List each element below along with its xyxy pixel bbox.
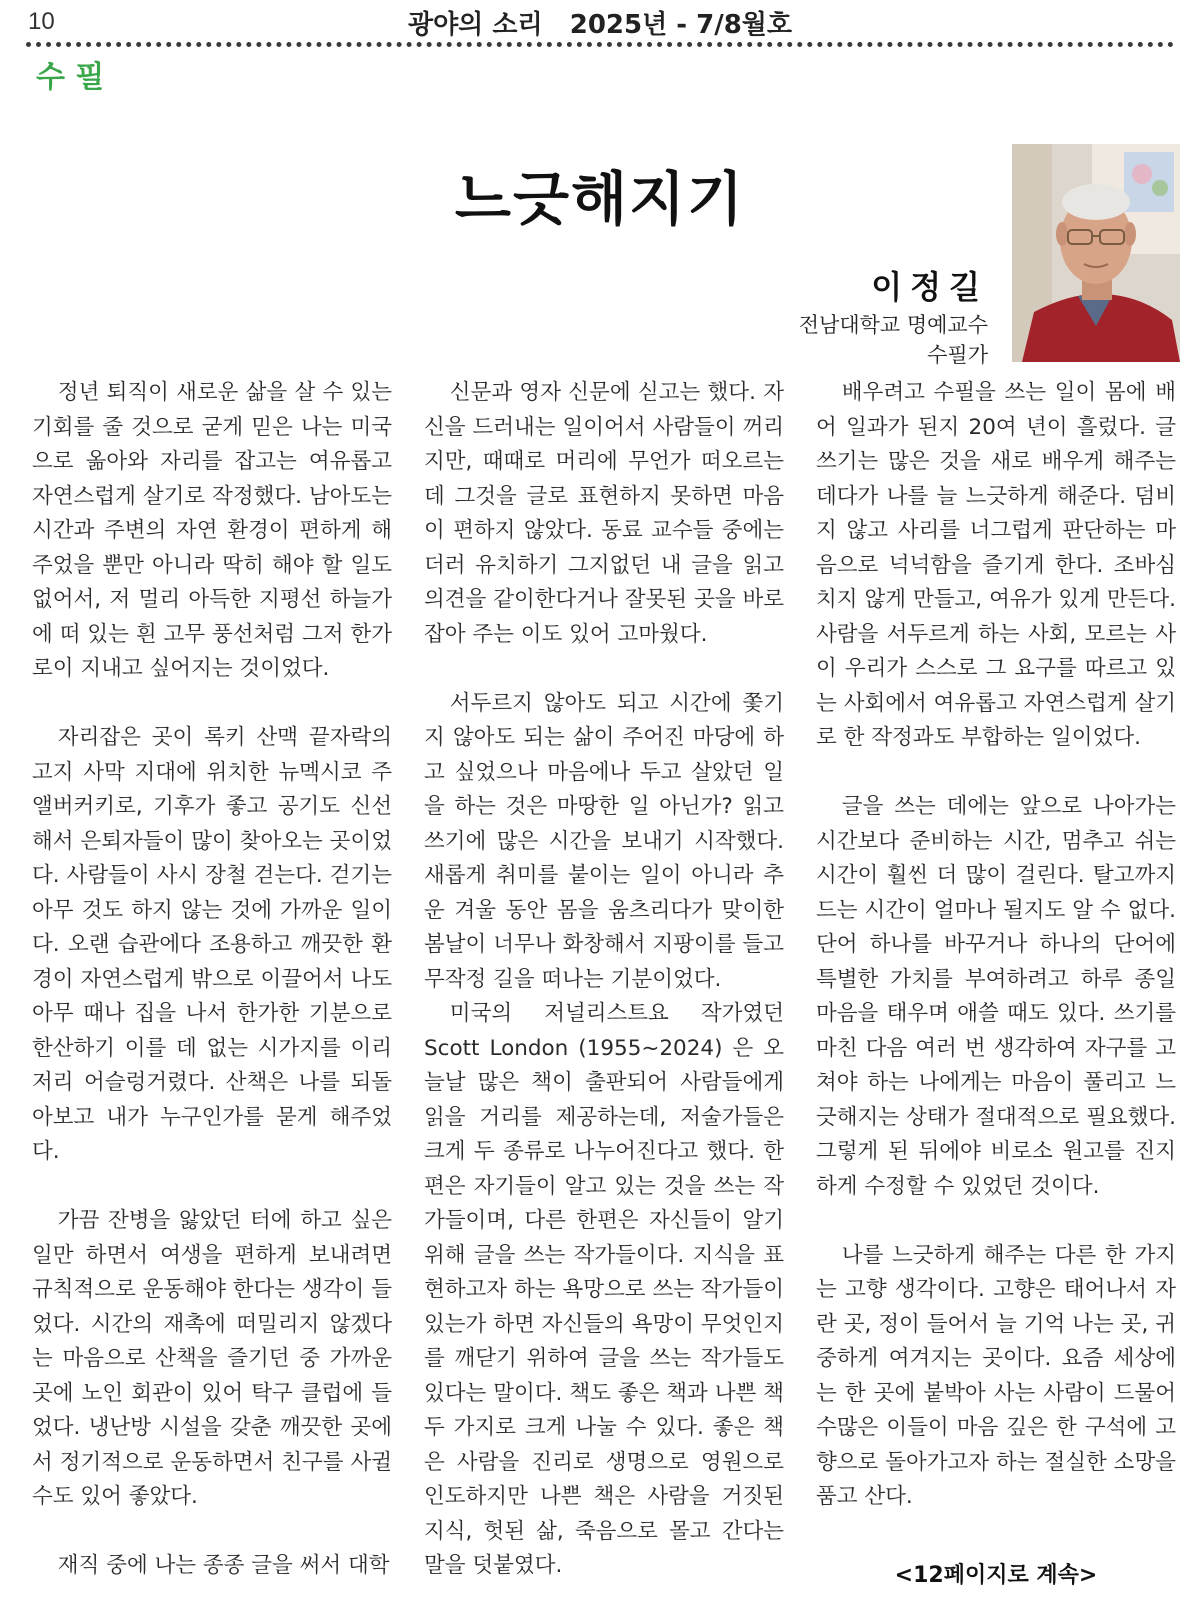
paragraph: 배우려고 수필을 쓰는 일이 몸에 배어 일과가 된지 20여 년이 흘렀다. 글쓰기는 많은 것을 새로 배우게 해주는 데다가 나를 늘 느긋하게 해준다. 덤비지 않고 사리를 너그럽게 판단하는 마음으로 넉넉함을 즐기게 한다. 조바심 치지 않게 만들고, 여유가 있게 만든다. 사람을 서두르게 하는 사회, 모르는 사이 우리가 스스로 그 요구를 따르고 있는 사회에서 여유롭고 자연스럽게 살기로 한 작정과도 부합하는 일이었다. [816, 380, 1176, 750]
article-column-1 [32, 376, 392, 1584]
author-photo [1012, 144, 1180, 362]
paragraph: 미국의 저널리스트요 작가였던 Scott London (1955~2024) 은 오늘날 많은 책이 출판되어 사람들에게 읽을 거리를 제공하는데, 저술가들은 크게 두 종류로 나누어진다고 했다. 한편은 자기들이 알고 있는 것을 쓰는 작가들이며, 다른 한편은 자신들이 알기 위해 글을 쓰는 작가들이다. 지식을 표현하고자 하는 욕망으로 쓰는 작가들이 있는가 하면 자신들의 욕망이 무엇인지를 깨닫기 위하여 글을 쓰는 작가들도 있다는 말이다. 책도 좋은 책과 나쁜 책 두 가지로 크게 나눌 수 있다. 좋은 책은 사람을 진리로 생명으로 영원으로 인도하지만 나쁜 책은 사람을 거짓된 지식, 헛된 삶, 죽음으로 몰고 간다는 말을 덧붙였다. [424, 1001, 784, 1578]
section-label: 수 필 [36, 60, 105, 95]
paragraph: 서두르지 않아도 되고 시간에 쫓기지 않아도 되는 삶이 주어진 마당에 하고 싶었으나 마음에나 두고 살았던 일을 하는 것은 마땅한 일 아닌가? 읽고 쓰기에 많은 시간을 보내기 시작했다. 새롭게 취미를 붙이는 일이 아니라 추운 겨울 동안 몸을 움츠리다가 맞이한 봄날이 너무나 화창해서 지팡이를 들고 무작정 길을 떠나는 기분이었다. [424, 690, 784, 992]
page-number: 10 [28, 8, 55, 35]
author-name: 이정길 [871, 268, 988, 306]
author-role: 수필가 [927, 343, 988, 367]
paragraph: 재직 중에 나는 종종 글을 써서 대학 [57, 1553, 390, 1578]
continued-notice[interactable]: <12페이지로 계속> [894, 1563, 1098, 1588]
paragraph: 나를 느긋하게 해주는 다른 한 가지는 고향 생각이다. 고향은 태어나서 자란 곳, 정이 들어서 늘 기억 나는 곳, 귀중하게 여겨지는 곳이다. 요즘 세상에는 한 곳에 붙박아 사는 사람이 드물어 수많은 이들이 마음 깊은 한 구석에 고향으로 돌아가고자 하는 절실한 소망을 품고 산다. [816, 1242, 1176, 1509]
article-title: 느긋해지기 [454, 165, 746, 233]
author-affiliation: 전남대학교 명예교수 [798, 313, 988, 337]
paragraph: 가끔 잔병을 앓았던 터에 하고 싶은 일만 하면서 여생을 편하게 보내려면 규칙적으로 운동해야 한다는 생각이 들었다. 시간의 재촉에 떠밀리지 않겠다는 마음으로 산책을 즐기던 중 가까운 곳에 노인 회관이 있어 탁구 클럽에 들었다. 냉난방 시설을 갖춘 깨끗한 곳에서 정기적으로 운동하면서 친구를 사귈 수도 있어 좋았다. [32, 1208, 392, 1509]
paragraph: 자리잡은 곳이 록키 산맥 끝자락의 고지 사막 지대에 위치한 뉴멕시코 주 앨버커키로, 기후가 좋고 공기도 신선해서 은퇴자들이 많이 찾아오는 곳이었다. 사람들이 사시 장철 걷는다. 걷기는 아무 것도 하지 않는 것에 가까운 일이다. 오랜 습관에다 조용하고 깨끗한 환경이 자연스럽게 밖으로 이끌어서 나도 아무 때나 집을 나서 한가한 기분으로 한산하기 이를 데 없는 시가지를 이리저리 어슬렁거렸다. 산책은 나를 되돌아보고 내가 누구인가를 묻게 해주었다. [32, 725, 392, 1164]
author-byline [799, 262, 988, 370]
author-portrait-photo [1012, 144, 1180, 362]
paragraph: 정년 퇴직이 새로운 삶을 살 수 있는 기회를 줄 것으로 굳게 믿은 나는 미국으로 옮아와 자리를 잡고는 여유롭고 자연스럽게 살기로 작정했다. 남아도는 시간과 주변의 자연 환경이 편하게 해주었을 뿐만 아니라 딱히 해야 할 일도 없어서, 저 멀리 아득한 지평선 하늘가에 떠 있는 흰 고무 풍선처럼 그저 한가로이 지내고 싶어지는 것이었다. [32, 380, 392, 681]
publication-header: 광야의 소리 2025년 - 7/8월호 [407, 10, 793, 40]
paragraph: 글을 쓰는 데에는 앞으로 나아가는 시간보다 준비하는 시간, 멈추고 쉬는 시간이 훨씬 더 많이 걸린다. 탈고까지 드는 시간이 얼마나 될지도 알 수 없다. 단어 하나를 바꾸거나 하나의 단어에 특별한 가치를 부여하려고 하루 종일 마음을 태우며 애쓸 때도 있다. 쓰기를 마친 다음 여러 번 생각하여 자구를 고쳐야 하는 나에게는 마음이 풀리고 느긋해지는 상태가 절대적으로 필요했다. 그렇게 된 뒤에야 비로소 원고를 진지하게 수정할 수 있었던 것이다. [816, 794, 1176, 1199]
article-column-3 [816, 376, 1176, 1515]
header-divider [26, 42, 1174, 47]
paragraph: 신문과 영자 신문에 싣고는 했다. 자신을 드러내는 일이어서 사람들이 꺼리지만, 때때로 머리에 무언가 떠오르는데 그것을 글로 표현하지 못하면 마음이 편하지 않았다. 동료 교수들 중에는 더러 유치하기 그지없던 내 글을 읽고 의견을 같이한다거나 잘못된 곳을 바로잡아 주는 이도 있어 고마웠다. [424, 380, 784, 647]
article-column-2 [424, 376, 784, 1584]
